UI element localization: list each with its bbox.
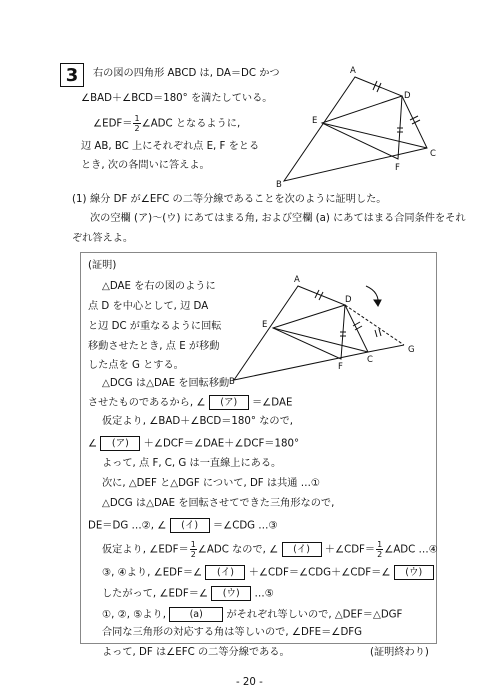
blank-a-1[interactable]: (ア) (209, 395, 249, 410)
p15a: ③, ④より, ∠EDF＝∠ (102, 567, 203, 579)
proof-line-16 (102, 586, 274, 601)
points-line-2: とき, 次の各問いに答えよ。 (81, 160, 210, 171)
edf-condition (93, 114, 240, 133)
fraction-half-3 (376, 540, 383, 559)
label-d: D (404, 91, 411, 101)
proof-line-19: よって, DF は∠EFC の二等分線である。 (102, 647, 290, 658)
p17a: ①, ②, ⑤より, (102, 609, 166, 621)
question-1-instr-2: ぞれ答えよ。 (72, 233, 134, 244)
label-b: B (276, 180, 282, 190)
frac-den-3: 2 (377, 550, 383, 559)
blank-a-2[interactable]: (ア) (100, 436, 140, 451)
p14c: ＋∠CDF＝ (324, 544, 376, 556)
proof-line-6: △DCG は△DAE を回転移動 (102, 378, 230, 389)
label-g: G (408, 345, 415, 355)
label-c: C (430, 149, 436, 159)
proof-line-3: と辺 DC が重なるように回転 (88, 321, 222, 332)
proof-line-8: 仮定より, ∠BAD＋∠BCD＝180° なので, (102, 416, 294, 427)
question-1-text: 線分 DF が∠EFC の二等分線であることを次のように証明した。 (90, 194, 387, 205)
proof-line-1: △DAE を右の図のように (102, 281, 216, 292)
frac-num: 1 (134, 114, 140, 123)
proof-line-14 (102, 540, 438, 559)
blank-u-1[interactable]: (ウ) (394, 565, 434, 580)
blank-i-1[interactable]: (イ) (170, 518, 210, 533)
label-a-2: A (294, 275, 300, 285)
fraction-half (133, 114, 140, 133)
p16a: したがって, ∠EDF＝∠ (102, 588, 209, 600)
label-c-2: C (367, 355, 373, 365)
blank-u-2[interactable]: (ウ) (211, 586, 251, 601)
p17b: がそれぞれ等しいので, △DEF＝△DGF (226, 609, 403, 621)
p14d: ∠ADC …④ (384, 544, 438, 556)
proof-line-17 (102, 607, 402, 622)
proof-line-10: よって, 点 F, C, G は一直線上にある。 (102, 458, 282, 469)
segment-ec (322, 123, 427, 148)
proof-line-2: 点 D を中心として, 辺 DA (88, 301, 209, 312)
proof-end: (証明終わり) (370, 647, 429, 658)
segment-cg (368, 345, 404, 352)
intro-line-2: ∠BAD＋∠BCD＝180° を満たしている。 (81, 93, 273, 104)
segment-ec-2 (273, 328, 368, 352)
intro-line-1: 右の図の四角形 ABCD は, DA＝DC かつ (93, 68, 280, 79)
p14a: 仮定より, ∠EDF＝ (102, 544, 189, 556)
quadrilateral-figure (270, 60, 450, 190)
proof-line-11: 次に, △DEF と△DGF について, DF は共通 …① (102, 478, 321, 489)
p16b: …⑤ (251, 588, 274, 600)
proof-line-12: △DCG は△DAE を回転させてできた三角形なので, (102, 498, 335, 509)
p15b: ＋∠CDF＝∠CDG＋∠CDF＝∠ (248, 567, 391, 579)
rotation-figure (228, 272, 433, 387)
page-number: - 20 - (236, 677, 263, 688)
blank-aa[interactable]: (a) (169, 607, 223, 622)
triangle-edf-2 (273, 305, 345, 359)
question-1-label: (1) (72, 194, 87, 205)
label-a: A (350, 66, 356, 76)
p7a: させたものであるから, ∠ (88, 397, 206, 409)
question-1-instr-1: 次の空欄 (ア)～(ウ) にあてはまる角, および空欄 (a) にあてはまる合同条件をそれ (90, 213, 466, 224)
triangle-edf (322, 96, 402, 159)
label-d-2: D (345, 295, 352, 305)
p13b: ＝∠CDG …③ (212, 520, 278, 532)
proof-line-18: 合同な三角形の対応する角は等しいので, ∠DFE＝∠DFG (102, 627, 363, 638)
frac-den: 2 (134, 124, 140, 133)
label-f-2: F (338, 362, 343, 372)
points-line-1: 辺 AB, BC 上にそれぞれ点 E, F をとる (81, 141, 260, 152)
blank-i-3[interactable]: (イ) (205, 565, 245, 580)
p9b: ＋∠DCF＝∠DAE＋∠DCF＝180° (143, 438, 300, 450)
arc-arrowhead (374, 300, 381, 306)
p14b: ∠ADC なので, ∠ (197, 544, 279, 556)
p9a: ∠ (88, 438, 98, 450)
proof-line-5: した点を G とする。 (88, 360, 184, 371)
fraction-half-2 (190, 540, 197, 559)
label-f: F (395, 163, 400, 173)
frac-num-2: 1 (190, 540, 196, 549)
proof-line-7 (88, 395, 292, 410)
proof-line-15 (102, 565, 434, 580)
frac-den-2: 2 (190, 550, 196, 559)
proof-line-4: 移動させたとき, 点 E が移動 (88, 341, 220, 352)
p7b: ＝∠DAE (251, 397, 293, 409)
blank-i-2[interactable]: (イ) (282, 542, 322, 557)
frac-num-3: 1 (377, 540, 383, 549)
edf-prefix: ∠EDF＝ (93, 118, 133, 130)
proof-line-9 (88, 436, 299, 451)
proof-header: (証明) (88, 260, 117, 271)
label-e-2: E (262, 320, 268, 330)
p13a: DE＝DG …②, ∠ (88, 520, 167, 532)
label-b-2: B (229, 377, 235, 387)
edf-suffix: ∠ADC となるように, (141, 118, 241, 130)
label-e: E (312, 116, 318, 126)
proof-line-13 (88, 518, 278, 533)
problem-number: 3 (60, 63, 84, 87)
